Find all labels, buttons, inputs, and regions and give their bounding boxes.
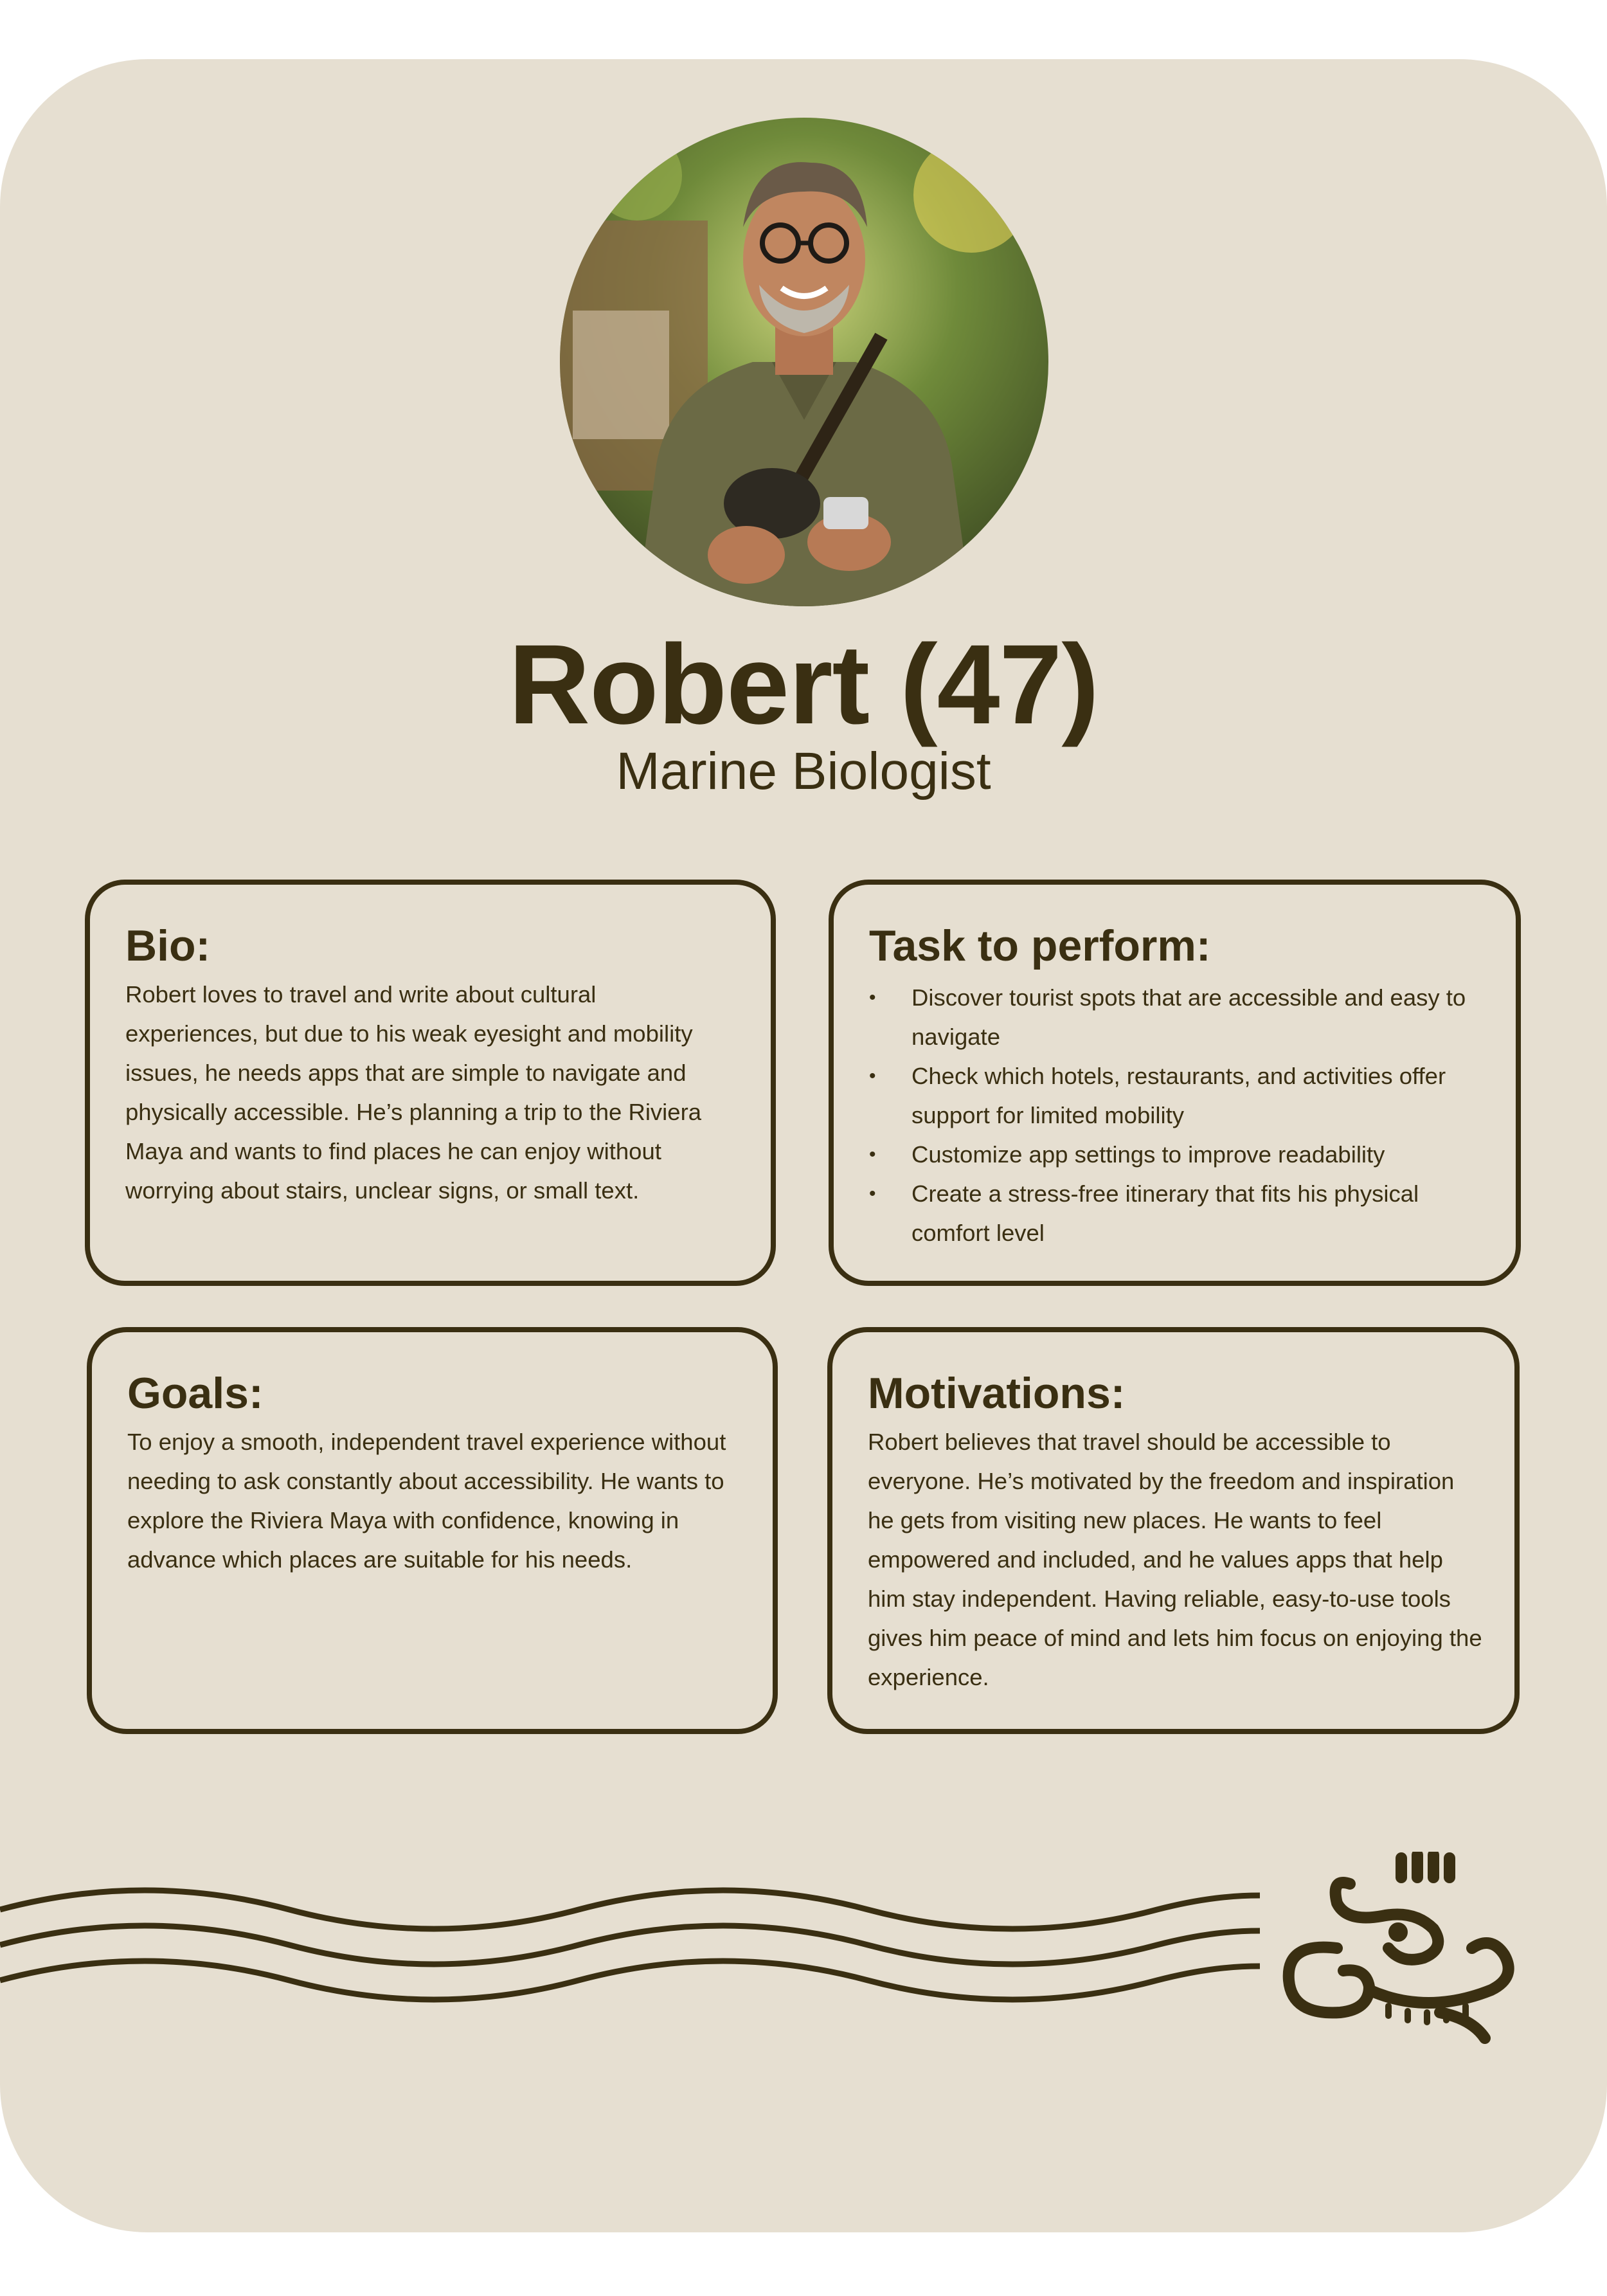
decoration — [0, 1852, 1607, 2045]
bio-text: Robert loves to travel and write about cultural experiences, but due to his weak eyesight and mobility issues, he needs apps that are simple to navigate and physically accessible. He’s planning a trip to the Riviera Maya and wants to find places he can enjoy without worrying about stairs, unclear signs, or small text. — [125, 981, 702, 1204]
bullet-icon: • — [869, 987, 876, 1008]
goals-text: To enjoy a smooth, independent travel experience without needing to ask constantly about accessibility. He wants to explore the Riviera Maya with confidence, knowing in advance which places are suitable for his needs. — [127, 1429, 726, 1573]
motivations-section — [827, 1327, 1520, 1734]
bullet-icon: • — [869, 1183, 876, 1204]
tasks-title: Task to perform: — [869, 921, 1211, 970]
motivations-text: Robert believes that travel should be accessible to everyone. He’s motivated by the freedom and inspiration he gets from visiting new places. He wants to feel empowered and included, and he values apps that help him stay independent. Having reliable, easy-to-use tools gives him peace of mind and lets him focus on enjoying the experience. — [868, 1429, 1482, 1690]
task-item-text: Customize app settings to improve readability — [911, 1141, 1385, 1168]
list-item — [869, 978, 1493, 1056]
bullet-icon: • — [869, 1144, 876, 1165]
persona-role: Marine Biologist — [616, 742, 991, 800]
goals-section — [87, 1327, 778, 1734]
wave-lines-icon — [0, 1890, 1260, 2000]
tasks-list — [869, 978, 1493, 1252]
list-item — [869, 1135, 1493, 1174]
persona-card — [0, 59, 1607, 2232]
list-item — [869, 1174, 1493, 1252]
mayan-glyph-icon — [1289, 1855, 1509, 2038]
task-item-text: Discover tourist spots that are accessible and easy to navigate — [911, 984, 1466, 1050]
persona-photo-portrait-icon — [560, 118, 1048, 606]
bullet-icon: • — [869, 1065, 876, 1087]
persona-photo — [560, 118, 1048, 606]
motivations-title: Motivations: — [868, 1369, 1126, 1418]
list-item — [869, 1056, 1493, 1135]
bio-title: Bio: — [125, 921, 211, 970]
bio-section — [85, 880, 776, 1286]
task-item-text: Check which hotels, restaurants, and activities offer support for limited mobility — [911, 1063, 1446, 1128]
task-item-text: Create a stress-free itinerary that fits his physical comfort level — [911, 1180, 1419, 1246]
tasks-section — [829, 880, 1521, 1286]
persona-name: Robert (47) — [508, 622, 1099, 748]
goals-title: Goals: — [127, 1369, 264, 1418]
